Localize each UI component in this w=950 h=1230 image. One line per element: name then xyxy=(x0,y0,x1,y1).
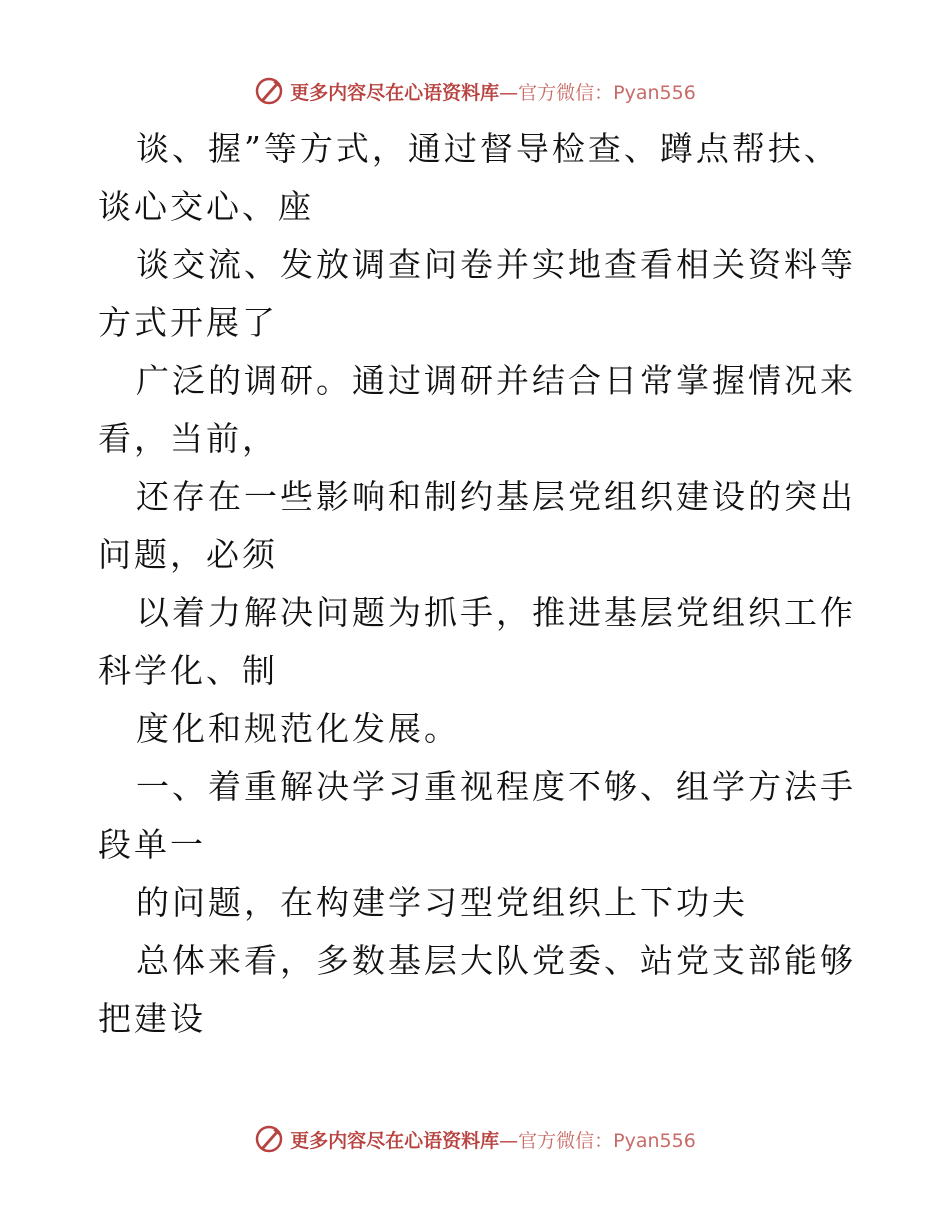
section-heading-cont: 的问题，在构建学习型党组织上下功夫 xyxy=(136,883,748,922)
header-contact: 官方微信：Pyan556 xyxy=(518,81,696,104)
paragraph: 谈交流、发放调查问卷并实地查看相关资料等方式开展了 xyxy=(98,245,856,342)
footer-contact: 官方微信：Pyan556 xyxy=(518,1129,696,1152)
footer-banner xyxy=(0,1119,950,1159)
paragraph: 还存在一些影响和制约基层党组织建设的突出问题，必须 xyxy=(98,477,856,574)
header-banner xyxy=(0,71,950,111)
paragraph: 谈、握”等方式，通过督导检查、蹲点帮扶、谈心交心、座 xyxy=(98,129,840,226)
footer-separator: — xyxy=(499,1129,519,1152)
document-body xyxy=(98,120,858,1048)
quill-logo-icon xyxy=(254,76,284,106)
paragraph: 以着力解决问题为抓手，推进基层党组织工作科学化、制 xyxy=(98,593,856,690)
footer-site-name: 更多内容尽在心语资料库 xyxy=(290,1129,500,1152)
paragraph: 度化和规范化发展。 xyxy=(136,709,460,748)
section-heading: 一、着重解决学习重视程度不够、组学方法手段单一 xyxy=(98,767,856,864)
paragraph: 总体来看，多数基层大队党委、站党支部能够把建设 xyxy=(98,941,856,1038)
header-separator: — xyxy=(499,81,519,104)
header-site-name: 更多内容尽在心语资料库 xyxy=(290,81,500,104)
paragraph: 广泛的调研。通过调研并结合日常掌握情况来看，当前， xyxy=(98,361,856,458)
quill-logo-icon xyxy=(254,1124,284,1154)
